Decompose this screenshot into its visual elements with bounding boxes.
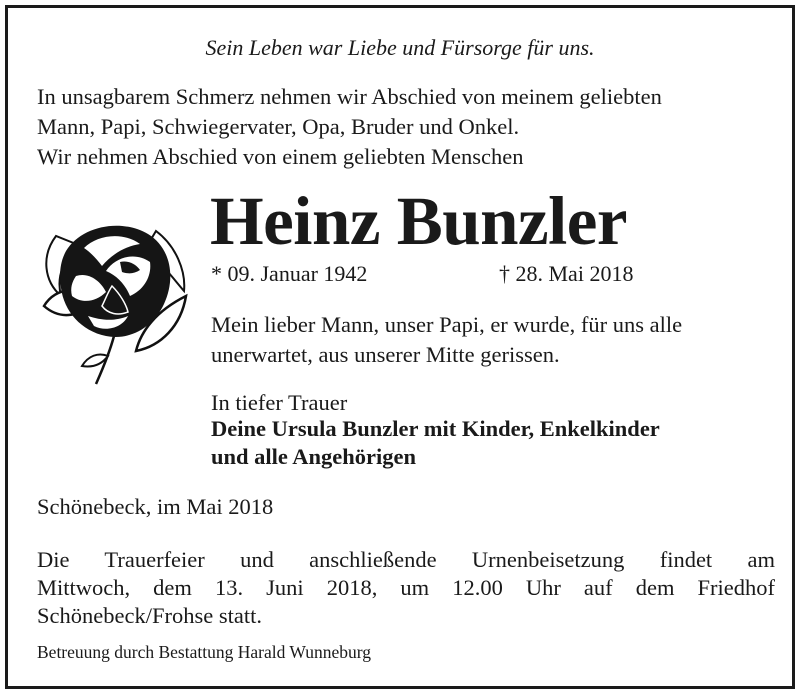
funeral-info [37,546,775,630]
mourners-line: und alle Angehörigen [211,444,417,469]
intro-line: In unsagbarem Schmerz nehmen wir Abschied von meinem geliebten [37,84,662,109]
birth-date: * 09. Januar 1942 [211,261,368,286]
rose-icon [36,216,192,388]
deceased-name: Heinz Bunzler [210,183,628,259]
motto: Sein Leben war Liebe und Fürsorge für uns. [205,35,595,60]
obituary-notice [5,5,795,689]
mourners [211,415,660,471]
intro-text [37,82,777,172]
mourning-label: In tiefer Trauer [211,390,348,415]
intro-line: Mann, Papi, Schwiegervater, Opa, Bruder und Onkel. [37,114,520,139]
undertaker-credit: Betreuung durch Bestattung Harald Wunneburg [37,642,371,662]
funeral-line: Schönebeck/Frohse statt. [37,603,262,628]
mourners-line: Deine Ursula Bunzler mit Kinder, Enkelkinder [211,416,660,441]
tribute-text [211,310,682,370]
death-date: † 28. Mai 2018 [499,261,634,286]
tribute-line: Mein lieber Mann, unser Papi, er wurde, für uns alle [211,312,683,337]
funeral-line: Mittwoch, dem 13. Juni 2018, um 12.00 Uhr auf dem Friedhof [37,575,775,600]
place-date: Schönebeck, im Mai 2018 [37,494,274,519]
tribute-line: unerwartet, aus unserer Mitte gerissen. [211,342,560,367]
intro-line: Wir nehmen Abschied von einem geliebten Menschen [37,144,524,169]
funeral-line: Die Trauerfeier und anschließende Urnenbeisetzung findet am [37,547,775,572]
